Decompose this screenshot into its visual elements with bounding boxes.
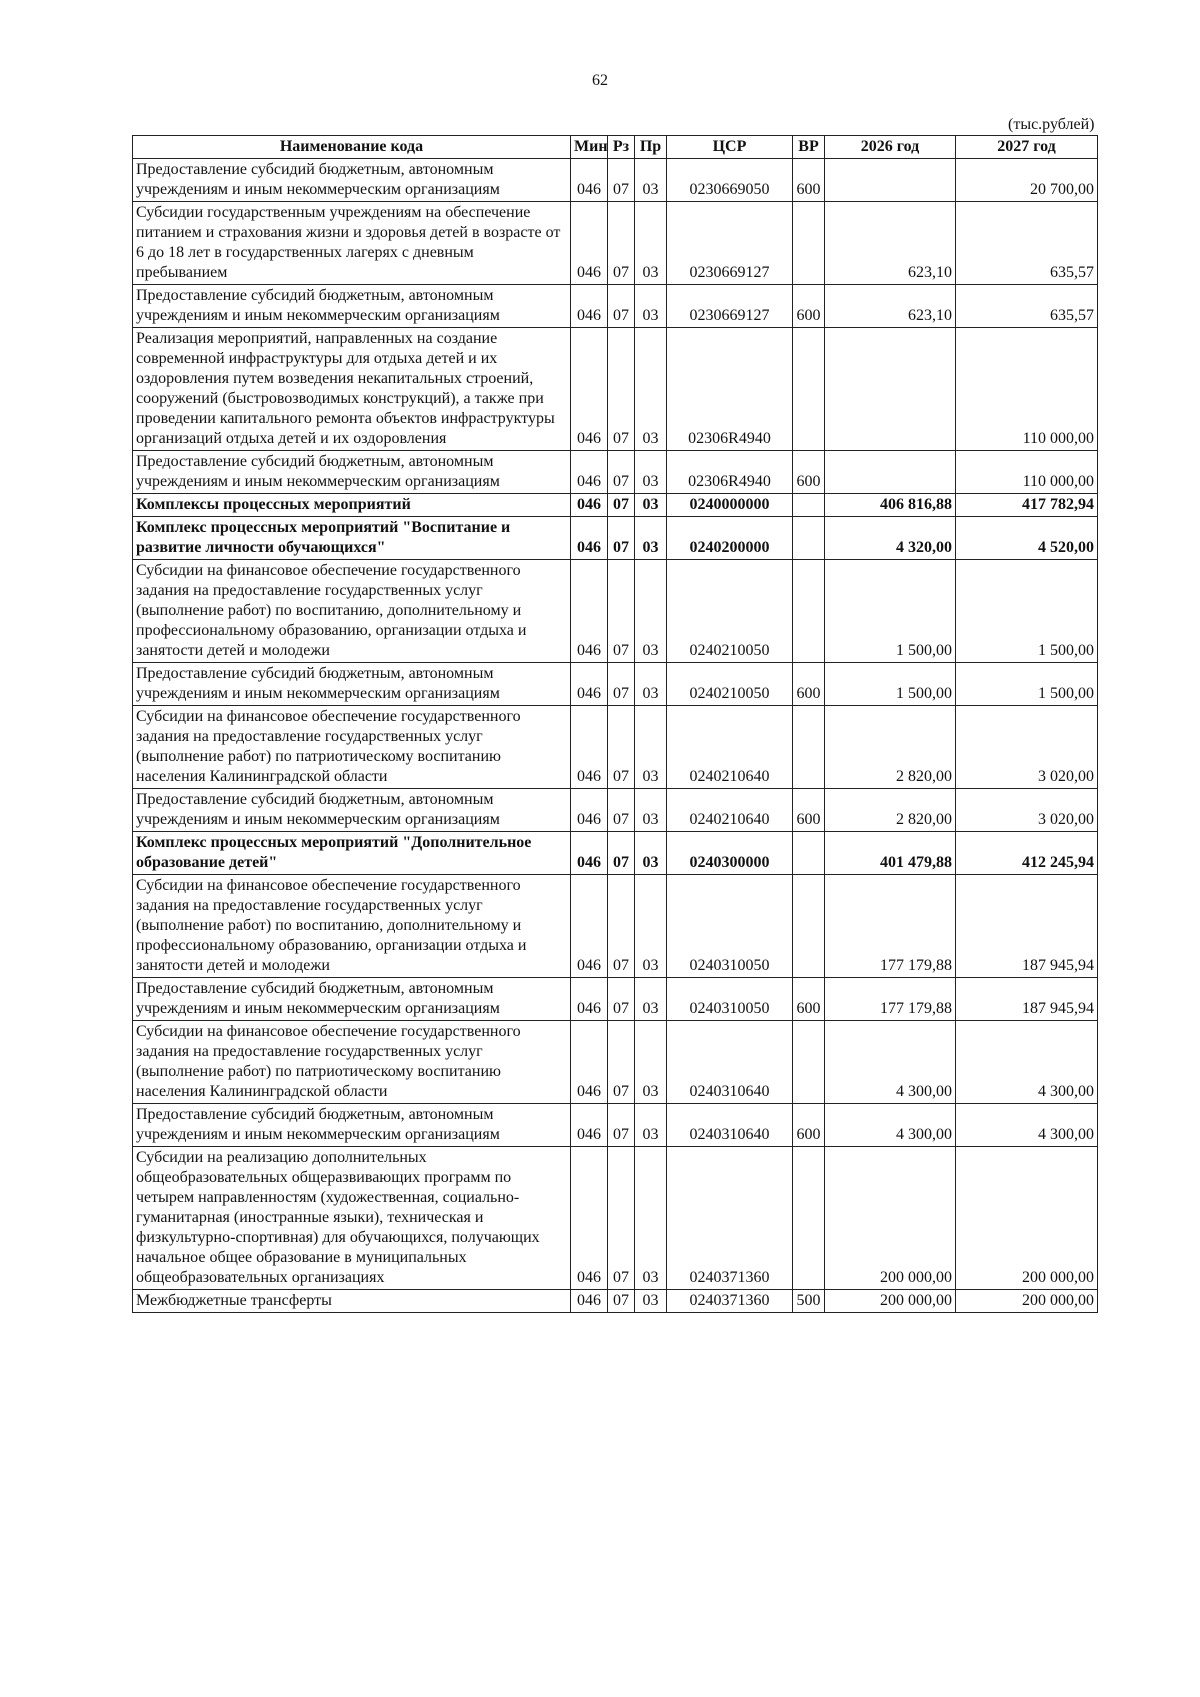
row-rz: 07 bbox=[608, 706, 635, 789]
row-vr bbox=[793, 1021, 825, 1104]
row-2026: 401 479,88 bbox=[825, 832, 956, 875]
header-pr: Пр bbox=[635, 136, 667, 159]
row-min: 046 bbox=[571, 1147, 608, 1290]
row-min: 046 bbox=[571, 789, 608, 832]
row-pr: 03 bbox=[635, 560, 667, 663]
row-pr: 03 bbox=[635, 1290, 667, 1313]
row-vr: 600 bbox=[793, 789, 825, 832]
row-pr: 03 bbox=[635, 202, 667, 285]
row-rz: 07 bbox=[608, 517, 635, 560]
row-2026: 200 000,00 bbox=[825, 1147, 956, 1290]
row-2026 bbox=[825, 451, 956, 494]
row-rz: 07 bbox=[608, 1290, 635, 1313]
row-2027: 412 245,94 bbox=[956, 832, 1098, 875]
row-pr: 03 bbox=[635, 517, 667, 560]
table-row bbox=[133, 706, 1098, 789]
table-header-row bbox=[133, 136, 1098, 159]
row-csr: 0240371360 bbox=[667, 1147, 793, 1290]
row-name: Предоставление субсидий бюджетным, автономным учреждениям и иным некоммерческим организациям bbox=[133, 1104, 571, 1147]
row-csr: 0240200000 bbox=[667, 517, 793, 560]
row-2027: 3 020,00 bbox=[956, 789, 1098, 832]
row-vr bbox=[793, 328, 825, 451]
row-name: Субсидии на финансовое обеспечение государственного задания на предоставление государственных услуг (выполнение работ) по воспитанию, дополнительному и профессиональному образованию, организации отдыха и занятости детей и молодежи bbox=[133, 560, 571, 663]
row-name: Субсидии на финансовое обеспечение государственного задания на предоставление государственных услуг (выполнение работ) по патриотическому воспитанию населения Калининградской области bbox=[133, 1021, 571, 1104]
row-2027: 187 945,94 bbox=[956, 875, 1098, 978]
row-vr: 600 bbox=[793, 1104, 825, 1147]
row-vr bbox=[793, 1147, 825, 1290]
row-rz: 07 bbox=[608, 1021, 635, 1104]
row-name: Реализация мероприятий, направленных на создание современной инфраструктуры для отдыха детей и их оздоровления путем возведения некапитальных строений, сооружений (быстровозводимых конструкций), а также при проведении капитального ремонта объектов инфраструктуры организаций отдыха детей и их оздоровления bbox=[133, 328, 571, 451]
row-pr: 03 bbox=[635, 978, 667, 1021]
row-name: Предоставление субсидий бюджетным, автономным учреждениям и иным некоммерческим организациям bbox=[133, 978, 571, 1021]
row-name: Комплекс процессных мероприятий "Дополнительное образование детей" bbox=[133, 832, 571, 875]
row-pr: 03 bbox=[635, 494, 667, 517]
row-2026: 623,10 bbox=[825, 285, 956, 328]
row-pr: 03 bbox=[635, 832, 667, 875]
budget-table bbox=[132, 135, 1098, 1313]
row-2027: 1 500,00 bbox=[956, 560, 1098, 663]
table-row bbox=[133, 1021, 1098, 1104]
row-2026: 4 320,00 bbox=[825, 517, 956, 560]
row-rz: 07 bbox=[608, 159, 635, 202]
row-pr: 03 bbox=[635, 451, 667, 494]
row-min: 046 bbox=[571, 706, 608, 789]
row-min: 046 bbox=[571, 1104, 608, 1147]
row-name: Субсидии государственным учреждениям на обеспечение питанием и страхования жизни и здоровья детей в возрасте от 6 до 18 лет в государственных лагерях с дневным пребыванием bbox=[133, 202, 571, 285]
row-name: Межбюджетные трансферты bbox=[133, 1290, 571, 1313]
row-2026: 2 820,00 bbox=[825, 789, 956, 832]
row-2026: 623,10 bbox=[825, 202, 956, 285]
row-csr: 0240310050 bbox=[667, 978, 793, 1021]
row-min: 046 bbox=[571, 451, 608, 494]
row-vr: 600 bbox=[793, 978, 825, 1021]
row-csr: 0240210050 bbox=[667, 663, 793, 706]
row-pr: 03 bbox=[635, 1147, 667, 1290]
row-vr: 500 bbox=[793, 1290, 825, 1313]
header-2027: 2027 год bbox=[956, 136, 1098, 159]
row-min: 046 bbox=[571, 832, 608, 875]
table-row bbox=[133, 1290, 1098, 1313]
row-csr: 0240210640 bbox=[667, 789, 793, 832]
row-rz: 07 bbox=[608, 1147, 635, 1290]
row-name: Предоставление субсидий бюджетным, автономным учреждениям и иным некоммерческим организациям bbox=[133, 285, 571, 328]
table-row bbox=[133, 202, 1098, 285]
row-csr: 0240310640 bbox=[667, 1104, 793, 1147]
row-pr: 03 bbox=[635, 159, 667, 202]
header-csr: ЦСР bbox=[667, 136, 793, 159]
row-2026 bbox=[825, 159, 956, 202]
row-2027: 3 020,00 bbox=[956, 706, 1098, 789]
row-vr bbox=[793, 875, 825, 978]
row-min: 046 bbox=[571, 494, 608, 517]
row-min: 046 bbox=[571, 159, 608, 202]
table-row bbox=[133, 328, 1098, 451]
row-rz: 07 bbox=[608, 789, 635, 832]
table-row bbox=[133, 978, 1098, 1021]
row-2027: 635,57 bbox=[956, 285, 1098, 328]
row-rz: 07 bbox=[608, 663, 635, 706]
row-2027: 417 782,94 bbox=[956, 494, 1098, 517]
row-rz: 07 bbox=[608, 875, 635, 978]
row-csr: 02306R4940 bbox=[667, 328, 793, 451]
row-vr bbox=[793, 560, 825, 663]
row-csr: 0240300000 bbox=[667, 832, 793, 875]
row-name: Субсидии на реализацию дополнительных общеобразовательных общеразвивающих программ по четырем направленностям (художественная, социально-гуманитарная (иностранные языки), техническая и физкультурно-спортивная) для обучающихся, получающих начальное общее образование в муниципальных общеобразовательных организациях bbox=[133, 1147, 571, 1290]
row-2027: 4 520,00 bbox=[956, 517, 1098, 560]
header-rz: Рз bbox=[608, 136, 635, 159]
row-name: Предоставление субсидий бюджетным, автономным учреждениям и иным некоммерческим организациям bbox=[133, 663, 571, 706]
table-row bbox=[133, 560, 1098, 663]
row-name: Предоставление субсидий бюджетным, автономным учреждениям и иным некоммерческим организациям bbox=[133, 159, 571, 202]
row-min: 046 bbox=[571, 328, 608, 451]
row-csr: 0230669050 bbox=[667, 159, 793, 202]
table-row bbox=[133, 789, 1098, 832]
row-min: 046 bbox=[571, 1021, 608, 1104]
row-csr: 02306R4940 bbox=[667, 451, 793, 494]
row-min: 046 bbox=[571, 978, 608, 1021]
row-2026: 177 179,88 bbox=[825, 978, 956, 1021]
header-2026: 2026 год bbox=[825, 136, 956, 159]
row-rz: 07 bbox=[608, 285, 635, 328]
row-2026: 4 300,00 bbox=[825, 1021, 956, 1104]
row-pr: 03 bbox=[635, 285, 667, 328]
header-vr: ВР bbox=[793, 136, 825, 159]
row-name: Субсидии на финансовое обеспечение государственного задания на предоставление государственных услуг (выполнение работ) по воспитанию, дополнительному и профессиональному образованию, организации отдыха и занятости детей и молодежи bbox=[133, 875, 571, 978]
row-pr: 03 bbox=[635, 706, 667, 789]
table-row bbox=[133, 517, 1098, 560]
row-2027: 4 300,00 bbox=[956, 1021, 1098, 1104]
row-2027: 635,57 bbox=[956, 202, 1098, 285]
row-csr: 0240310640 bbox=[667, 1021, 793, 1104]
row-2027: 20 700,00 bbox=[956, 159, 1098, 202]
row-pr: 03 bbox=[635, 663, 667, 706]
row-name: Предоставление субсидий бюджетным, автономным учреждениям и иным некоммерческим организациям bbox=[133, 451, 571, 494]
row-min: 046 bbox=[571, 560, 608, 663]
row-vr bbox=[793, 494, 825, 517]
row-rz: 07 bbox=[608, 202, 635, 285]
row-csr: 0240310050 bbox=[667, 875, 793, 978]
table-row bbox=[133, 285, 1098, 328]
row-2026: 2 820,00 bbox=[825, 706, 956, 789]
row-vr: 600 bbox=[793, 285, 825, 328]
row-csr: 0230669127 bbox=[667, 202, 793, 285]
row-name: Комплексы процессных мероприятий bbox=[133, 494, 571, 517]
row-name: Комплекс процессных мероприятий "Воспитание и развитие личности обучающихся" bbox=[133, 517, 571, 560]
row-vr bbox=[793, 202, 825, 285]
table-row bbox=[133, 159, 1098, 202]
row-2026: 1 500,00 bbox=[825, 560, 956, 663]
row-rz: 07 bbox=[608, 978, 635, 1021]
row-csr: 0240000000 bbox=[667, 494, 793, 517]
row-2027: 187 945,94 bbox=[956, 978, 1098, 1021]
row-pr: 03 bbox=[635, 875, 667, 978]
row-rz: 07 bbox=[608, 494, 635, 517]
row-min: 046 bbox=[571, 1290, 608, 1313]
row-2026 bbox=[825, 328, 956, 451]
row-2027: 200 000,00 bbox=[956, 1290, 1098, 1313]
row-2027: 1 500,00 bbox=[956, 663, 1098, 706]
row-min: 046 bbox=[571, 517, 608, 560]
table-row bbox=[133, 663, 1098, 706]
row-2026: 177 179,88 bbox=[825, 875, 956, 978]
row-2026: 406 816,88 bbox=[825, 494, 956, 517]
table-row bbox=[133, 451, 1098, 494]
row-2026: 4 300,00 bbox=[825, 1104, 956, 1147]
row-2027: 200 000,00 bbox=[956, 1147, 1098, 1290]
row-csr: 0240210640 bbox=[667, 706, 793, 789]
row-rz: 07 bbox=[608, 1104, 635, 1147]
table-row bbox=[133, 1147, 1098, 1290]
header-name: Наименование кода bbox=[133, 136, 571, 159]
row-min: 046 bbox=[571, 285, 608, 328]
row-pr: 03 bbox=[635, 789, 667, 832]
row-csr: 0230669127 bbox=[667, 285, 793, 328]
row-min: 046 bbox=[571, 663, 608, 706]
row-pr: 03 bbox=[635, 1021, 667, 1104]
row-rz: 07 bbox=[608, 832, 635, 875]
row-csr: 0240371360 bbox=[667, 1290, 793, 1313]
units-label: (тыс.рублей) bbox=[1008, 116, 1095, 133]
row-pr: 03 bbox=[635, 1104, 667, 1147]
page-number: 62 bbox=[592, 72, 608, 89]
row-2027: 110 000,00 bbox=[956, 451, 1098, 494]
row-2026: 200 000,00 bbox=[825, 1290, 956, 1313]
row-name: Субсидии на финансовое обеспечение государственного задания на предоставление государственных услуг (выполнение работ) по патриотическому воспитанию населения Калининградской области bbox=[133, 706, 571, 789]
row-min: 046 bbox=[571, 875, 608, 978]
header-min: Мин bbox=[571, 136, 608, 159]
table-row bbox=[133, 1104, 1098, 1147]
row-vr bbox=[793, 706, 825, 789]
row-rz: 07 bbox=[608, 451, 635, 494]
table-row bbox=[133, 494, 1098, 517]
row-min: 046 bbox=[571, 202, 608, 285]
row-vr bbox=[793, 517, 825, 560]
row-2027: 4 300,00 bbox=[956, 1104, 1098, 1147]
row-csr: 0240210050 bbox=[667, 560, 793, 663]
row-vr: 600 bbox=[793, 451, 825, 494]
row-2027: 110 000,00 bbox=[956, 328, 1098, 451]
row-2026: 1 500,00 bbox=[825, 663, 956, 706]
row-rz: 07 bbox=[608, 328, 635, 451]
row-vr bbox=[793, 832, 825, 875]
row-name: Предоставление субсидий бюджетным, автономным учреждениям и иным некоммерческим организациям bbox=[133, 789, 571, 832]
table-row bbox=[133, 832, 1098, 875]
row-rz: 07 bbox=[608, 560, 635, 663]
row-vr: 600 bbox=[793, 663, 825, 706]
table-row bbox=[133, 875, 1098, 978]
row-vr: 600 bbox=[793, 159, 825, 202]
row-pr: 03 bbox=[635, 328, 667, 451]
